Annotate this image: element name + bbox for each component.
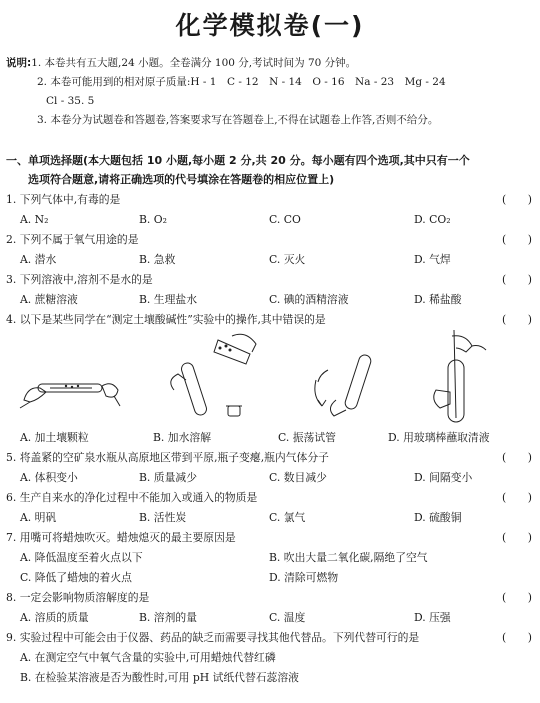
option-d: D. CO₂ (414, 213, 451, 226)
answer-paren: ( ) (501, 591, 532, 604)
question-stem: 7. 用嘴可将蜡烛吹灭。蜡烛熄灭的最主要原因是 (6, 531, 236, 544)
section-heading-line2: 选项符合题意,请将正确选项的代号填涂在答题卷的相应位置上) (28, 173, 335, 186)
option-b: B. 加水溶解 (153, 431, 211, 444)
option-d: D. 稀盐酸 (414, 293, 462, 306)
instruction-3: 3. 本卷分为试题卷和答题卷,答案要求写在答题卷上,不得在试题卷上作答,否则不给分。 (37, 114, 439, 126)
option-d: D. 清除可燃物 (269, 571, 339, 584)
option-d: D. 间隔变小 (414, 471, 473, 484)
option-b: B. 质量减少 (139, 471, 197, 484)
option-b: B. 在检验某溶液是否为酸性时,可用 pH 试纸代替石蕊溶液 (20, 671, 299, 684)
options-4 (6, 428, 534, 448)
options-8 (6, 608, 534, 628)
option-b: B. 生理盐水 (139, 293, 197, 306)
instruction-1: 1. 本卷共有五大题,24 小题。全卷满分 100 分,考试时间为 70 分钟。 (31, 57, 357, 69)
answer-paren: ( ) (501, 193, 532, 206)
option-c: C. CO (269, 213, 301, 226)
answer-paren: ( ) (501, 631, 532, 644)
question-2 (6, 230, 534, 250)
instruction-2: 2. 本卷可能用到的相对原子质量:H - 1 C - 12 N - 14 O - 16 Na - 23 Mg - 24 (37, 76, 446, 88)
options-7-row2 (6, 568, 534, 588)
option-b: B. 溶剂的量 (139, 611, 197, 624)
option-b: B. 活性炭 (139, 511, 187, 524)
option-a: A. 明矾 (20, 511, 57, 524)
question-stem: 8. 一定会影响物质溶解度的是 (6, 591, 150, 604)
answer-paren: ( ) (501, 233, 532, 246)
question-5 (6, 448, 534, 468)
question-stem: 9. 实验过程中可能会由于仪器、药品的缺乏而需要寻找其他代替品。下列代替可行的是 (6, 631, 420, 644)
option-c: C. 振荡试管 (278, 431, 336, 444)
option-a: A. 蔗糖溶液 (20, 293, 78, 306)
question-6 (6, 488, 534, 508)
option-d: D. 硫酸铜 (414, 511, 462, 524)
options-6 (6, 508, 534, 528)
option-a: A. 降低温度至着火点以下 (20, 551, 143, 564)
question-stem: 5. 将盖紧的空矿泉水瓶从高原地区带到平原,瓶子变瘪,瓶内气体分子 (6, 451, 329, 464)
option-a: A. 体积变小 (20, 471, 78, 484)
option-c: C. 灭火 (269, 253, 306, 266)
figure-b-add-water (156, 330, 276, 428)
option-d: D. 气焊 (414, 253, 451, 266)
page-title: 化学模拟卷(一) (175, 11, 365, 40)
option-c: C. 氯气 (269, 511, 306, 524)
instruction-2-cont: Cl - 35. 5 (46, 95, 95, 107)
question-stem: 1. 下列气体中,有毒的是 (6, 193, 121, 206)
option-a: A. 加土壤颗粒 (20, 431, 89, 444)
options-7-row1 (6, 548, 534, 568)
option-a: A. 潜水 (20, 253, 57, 266)
figure-d-glass-rod (426, 330, 506, 428)
section-heading-line1: 一、单项选择题(本大题包括 10 小题,每小题 2 分,共 20 分。每小题有四个选项,其中只有一个 (6, 154, 470, 167)
options-2 (6, 250, 534, 270)
option-a: A. 溶质的质量 (20, 611, 89, 624)
option-a: A. N₂ (20, 213, 49, 226)
question-8 (6, 588, 534, 608)
answer-paren: ( ) (501, 313, 532, 326)
options-1 (6, 210, 534, 230)
question-3 (6, 270, 534, 290)
instructions (6, 54, 536, 130)
question-stem: 2. 下列不属于氧气用途的是 (6, 233, 139, 246)
instructions-label: 说明: (6, 57, 32, 69)
question-list (6, 190, 534, 688)
question-4 (6, 310, 534, 330)
question-stem: 3. 下列溶液中,溶剂不是水的是 (6, 273, 153, 286)
question-stem: 6. 生产自来水的净化过程中不能加入或通入的物质是 (6, 491, 258, 504)
option-c: C. 温度 (269, 611, 306, 624)
figure-a-add-soil (16, 348, 126, 428)
answer-paren: ( ) (501, 273, 532, 286)
answer-paren: ( ) (501, 451, 532, 464)
option-d: D. 用玻璃棒蘸取清液 (388, 431, 490, 444)
option-c: C. 降低了蜡烛的着火点 (20, 571, 132, 584)
figure-c-shake-tube (306, 340, 406, 428)
question-stem: 4. 以下是某些同学在“测定土壤酸碱性”实验中的操作,其中错误的是 (6, 313, 326, 326)
options-3 (6, 290, 534, 310)
answer-paren: ( ) (501, 531, 532, 544)
option-c: C. 碘的酒精溶液 (269, 293, 349, 306)
option-c: C. 数目减少 (269, 471, 327, 484)
option-b: B. 急救 (139, 253, 176, 266)
option-b: B. 吹出大量二氧化碳,隔绝了空气 (269, 551, 428, 564)
options-5 (6, 468, 534, 488)
section-heading (6, 151, 536, 189)
answer-paren: ( ) (501, 491, 532, 504)
question-7 (6, 528, 534, 548)
option-d: D. 压强 (414, 611, 451, 624)
option-b: B. O₂ (139, 213, 167, 226)
question-9 (6, 628, 534, 648)
question-1 (6, 190, 534, 210)
experiment-figures (6, 330, 534, 428)
option-a: A. 在测定空气中氧气含量的实验中,可用蜡烛代替红磷 (20, 651, 276, 664)
